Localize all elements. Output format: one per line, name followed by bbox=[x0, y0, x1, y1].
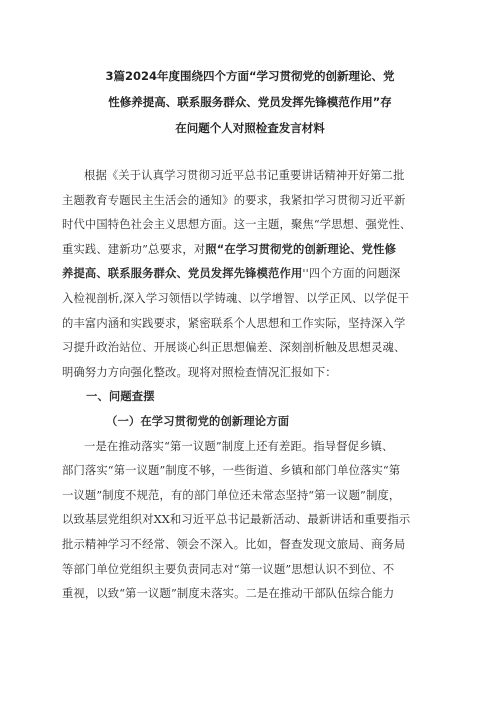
intro-line-6: 入检视剖析,深入学习领悟以学铸魂、以学增智、以学正风、以学促干 bbox=[62, 291, 410, 305]
document-body bbox=[62, 164, 440, 607]
para1-line-6: 等部门单位党组织主要负责同志对“第一议题”思想认识不到位、不 bbox=[62, 562, 395, 576]
subsection-heading-1: （一）在学习贯彻党的创新理论方面 bbox=[106, 414, 290, 428]
intro-line-1: 根据《关于认真学习贯彻习近平总书记重要讲话精神开好第二批 bbox=[84, 169, 405, 182]
intro-line-3: 时代中国特色社会主义思想方面。这一主题，聚焦“学思想、强党性、 bbox=[62, 218, 412, 232]
document-title bbox=[60, 63, 440, 141]
para1-line-2: 部门落实“第一议题”制度不够，一些街道、乡镇和部门单位落实“第 bbox=[62, 464, 401, 478]
title-line-3: 在问题个人对照检查发言材料 bbox=[175, 121, 325, 135]
section-heading-1: 一、问题查摆 bbox=[86, 390, 155, 404]
para1-line-4: 以致基层党组织对XX和习近平总书记最新活动、最新讲话和重要指示 bbox=[62, 513, 411, 527]
intro-line-8: 习提升政治站位、开展谈心纠正思想偏差、深刻剖析触及思想灵魂、 bbox=[62, 341, 406, 355]
intro-line-5 bbox=[62, 262, 440, 287]
para1-line-1: 一是在推动落实“第一议题”制度上还有差距。指导督促乡镇、 bbox=[84, 439, 394, 453]
para1-line-7: 重视，以致“第一议题”制度未落实。二是在推动干部队伍综合能力 bbox=[62, 587, 395, 601]
para1-line-3: 一议题”制度不规范，有的部门单位还未常态坚持“第一议题”制度， bbox=[62, 488, 401, 502]
intro-line-9: 明确努力方向强化整改。现将对照检查情况汇报如下： bbox=[62, 365, 337, 379]
intro-line-4 bbox=[62, 238, 440, 263]
para1-line-5: 批示精神学习不经常、领会不深入。比如，督查发现文旅局、商务局 bbox=[62, 537, 406, 551]
intro-line-7: 的丰富内涵和实践要求，紧密联系个人思想和工作实际，坚持深入学 bbox=[62, 316, 406, 330]
intro-line-4-normal: 重实践、建新功”总要求，对 bbox=[62, 242, 206, 256]
intro-line-5-normal: ''四个方面的问题深 bbox=[302, 267, 401, 281]
intro-line-5-bold: 养提高、联系服务群众、党员发挥先锋模范作用 bbox=[62, 267, 303, 281]
intro-line-2: 主题教育专题民主生活会的通知》的要求，我紧扣学习贯彻习近平新 bbox=[62, 193, 406, 207]
title-line-1: 3篇2024年度围绕四个方面“学习贯彻党的创新理论、党 bbox=[105, 69, 395, 83]
intro-line-4-bold: 照“在学习贯彻党的创新理论、党性修 bbox=[205, 242, 397, 256]
title-line-2: 性修养提高、联系服务群众、党员发挥先锋模范作用”存 bbox=[108, 95, 392, 109]
